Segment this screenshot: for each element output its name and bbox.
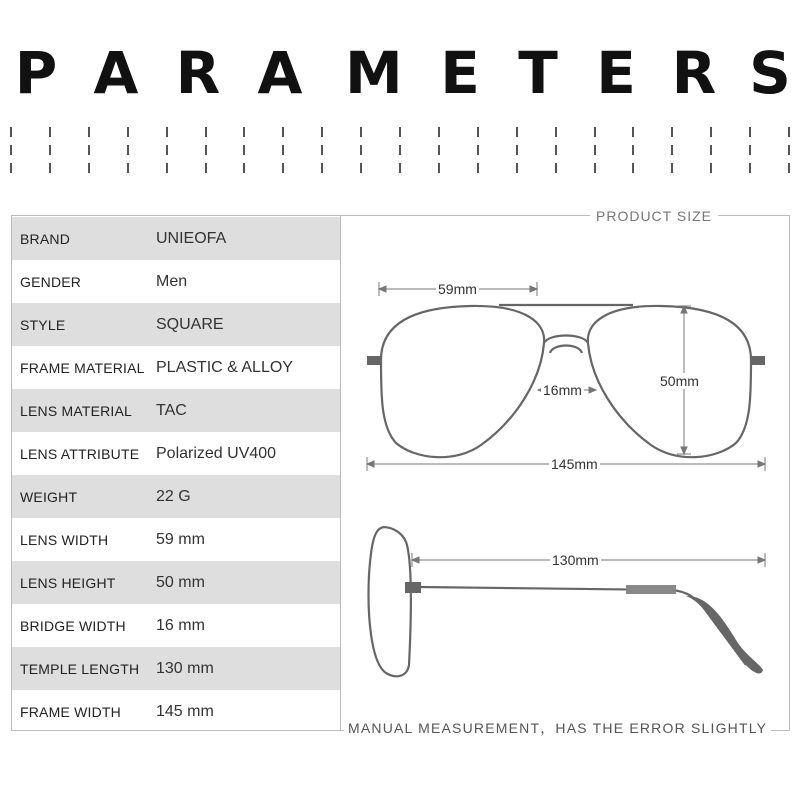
decorative-dash (321, 127, 323, 137)
spec-key: STYLE (20, 316, 66, 333)
spec-key: LENS WIDTH (20, 531, 109, 548)
spec-key: GENDER (20, 273, 82, 290)
decorative-dash (671, 163, 673, 173)
spec-value: 50 mm (156, 573, 205, 591)
title-letter: A (93, 39, 139, 107)
decorative-dash (516, 163, 518, 173)
label-bridge-width: 16mm (543, 382, 582, 398)
decorative-dash (205, 145, 207, 155)
spec-key: LENS ATTRIBUTE (20, 445, 140, 462)
decorative-dash (477, 145, 479, 155)
spec-table (11, 215, 341, 731)
spec-value: 22 G (156, 487, 191, 505)
left-lens-shape (381, 306, 544, 457)
decorative-dash (127, 163, 129, 173)
spec-row (12, 690, 340, 733)
spec-key: WEIGHT (20, 488, 78, 505)
decorative-dash (788, 163, 790, 173)
spec-value: TAC (156, 401, 187, 419)
side-lens-shape (369, 527, 411, 676)
decorative-dash (282, 127, 284, 137)
decorative-dash (632, 127, 634, 137)
decorative-dash (671, 145, 673, 155)
decorative-dash (788, 127, 790, 137)
decorative-dash (243, 163, 245, 173)
label-frame-width: 145mm (551, 456, 598, 472)
spec-key: LENS MATERIAL (20, 402, 133, 419)
decorative-dash (282, 145, 284, 155)
title-letter: M (345, 39, 403, 107)
decorative-dash (205, 163, 207, 173)
decorative-dash (360, 127, 362, 137)
decorative-dash (594, 127, 596, 137)
spec-row (12, 217, 340, 260)
decorative-dash (127, 145, 129, 155)
left-hinge-shape (367, 356, 381, 365)
decorative-dash (205, 127, 207, 137)
title-letter: E (596, 39, 636, 107)
spec-row (12, 561, 340, 604)
decorative-dash (477, 127, 479, 137)
decorative-dash (166, 163, 168, 173)
spec-key: FRAME WIDTH (20, 703, 121, 720)
temple-tip-shape (686, 596, 763, 674)
decorative-dash (399, 145, 401, 155)
decorative-dash (749, 127, 751, 137)
decorative-dash (166, 127, 168, 137)
spec-value: Polarized UV400 (156, 444, 277, 462)
spec-row (12, 518, 340, 561)
bridge-shape (550, 346, 582, 354)
decorative-dash (282, 163, 284, 173)
decorative-dash (10, 145, 12, 155)
spec-value: 130 mm (156, 659, 214, 677)
spec-row (12, 260, 340, 303)
decorative-dash (788, 145, 790, 155)
decorative-dash (710, 163, 712, 173)
decorative-dash (438, 145, 440, 155)
decorative-dash (749, 145, 751, 155)
temple-sleeve-shape (626, 585, 676, 594)
decorative-dash (632, 163, 634, 173)
decorative-dash (555, 127, 557, 137)
footnote: MANUAL MEASUREMENT，HAS THE ERROR SLIGHTLY (344, 718, 771, 738)
spec-value: Men (156, 272, 188, 290)
title-letter: R (671, 39, 717, 107)
decorative-dash (555, 163, 557, 173)
decorative-dash (321, 163, 323, 173)
spec-row (12, 475, 340, 518)
decorative-dash (399, 163, 401, 173)
title-letter: E (440, 39, 480, 107)
decorative-dash (710, 127, 712, 137)
decorative-dash (49, 163, 51, 173)
glasses-diagram (341, 215, 790, 731)
decorative-dash (749, 163, 751, 173)
spec-value: UNIEOFA (156, 229, 227, 247)
spec-value: SQUARE (156, 315, 224, 333)
decorative-dash (88, 127, 90, 137)
decorative-dash (10, 127, 12, 137)
bridge-shape (544, 336, 588, 344)
spec-row (12, 647, 340, 690)
spec-key: TEMPLE LENGTH (20, 660, 140, 677)
decorative-dash (516, 127, 518, 137)
decorative-dash (243, 145, 245, 155)
decorative-dash (555, 145, 557, 155)
spec-row (12, 389, 340, 432)
title-letter: S (749, 39, 791, 107)
decorative-dash (360, 145, 362, 155)
decorative-dash-rows (0, 127, 800, 173)
title-letter: A (257, 39, 303, 107)
spec-row (12, 346, 340, 389)
decorative-dash (671, 127, 673, 137)
decorative-dash (594, 163, 596, 173)
decorative-dash (360, 163, 362, 173)
spec-row (12, 604, 340, 647)
decorative-dash (438, 163, 440, 173)
spec-value: 59 mm (156, 530, 205, 548)
right-hinge-shape (751, 356, 765, 365)
spec-key: BRAND (20, 230, 71, 247)
decorative-dash (710, 145, 712, 155)
decorative-dash (49, 127, 51, 137)
decorative-dash (10, 163, 12, 173)
spec-key: BRIDGE WIDTH (20, 617, 126, 634)
decorative-dash (88, 163, 90, 173)
spec-row (12, 432, 340, 475)
decorative-dash (49, 145, 51, 155)
spec-row (12, 303, 340, 346)
decorative-dash (243, 127, 245, 137)
spec-value: PLASTIC & ALLOY (156, 358, 293, 376)
spec-key: FRAME MATERIAL (20, 359, 145, 376)
decorative-dash (127, 127, 129, 137)
decorative-dash (516, 145, 518, 155)
title-letter: T (518, 39, 558, 107)
decorative-dash (166, 145, 168, 155)
decorative-dash (594, 145, 596, 155)
decorative-dash (88, 145, 90, 155)
decorative-dash (321, 145, 323, 155)
decorative-dash (632, 145, 634, 155)
decorative-dash (477, 163, 479, 173)
label-temple-length: 130mm (552, 552, 599, 568)
spec-value: 16 mm (156, 616, 205, 634)
label-lens-height: 50mm (660, 373, 699, 389)
page-title (0, 39, 800, 107)
spec-value: 145 mm (156, 702, 214, 720)
panel-heading: PRODUCT SIZE (590, 208, 718, 224)
title-letter: P (14, 39, 58, 107)
title-letter: R (175, 39, 221, 107)
decorative-dash (438, 127, 440, 137)
side-hinge-shape (405, 582, 421, 593)
decorative-dash (399, 127, 401, 137)
spec-key: LENS HEIGHT (20, 574, 116, 591)
label-lens-width: 59mm (438, 281, 477, 297)
